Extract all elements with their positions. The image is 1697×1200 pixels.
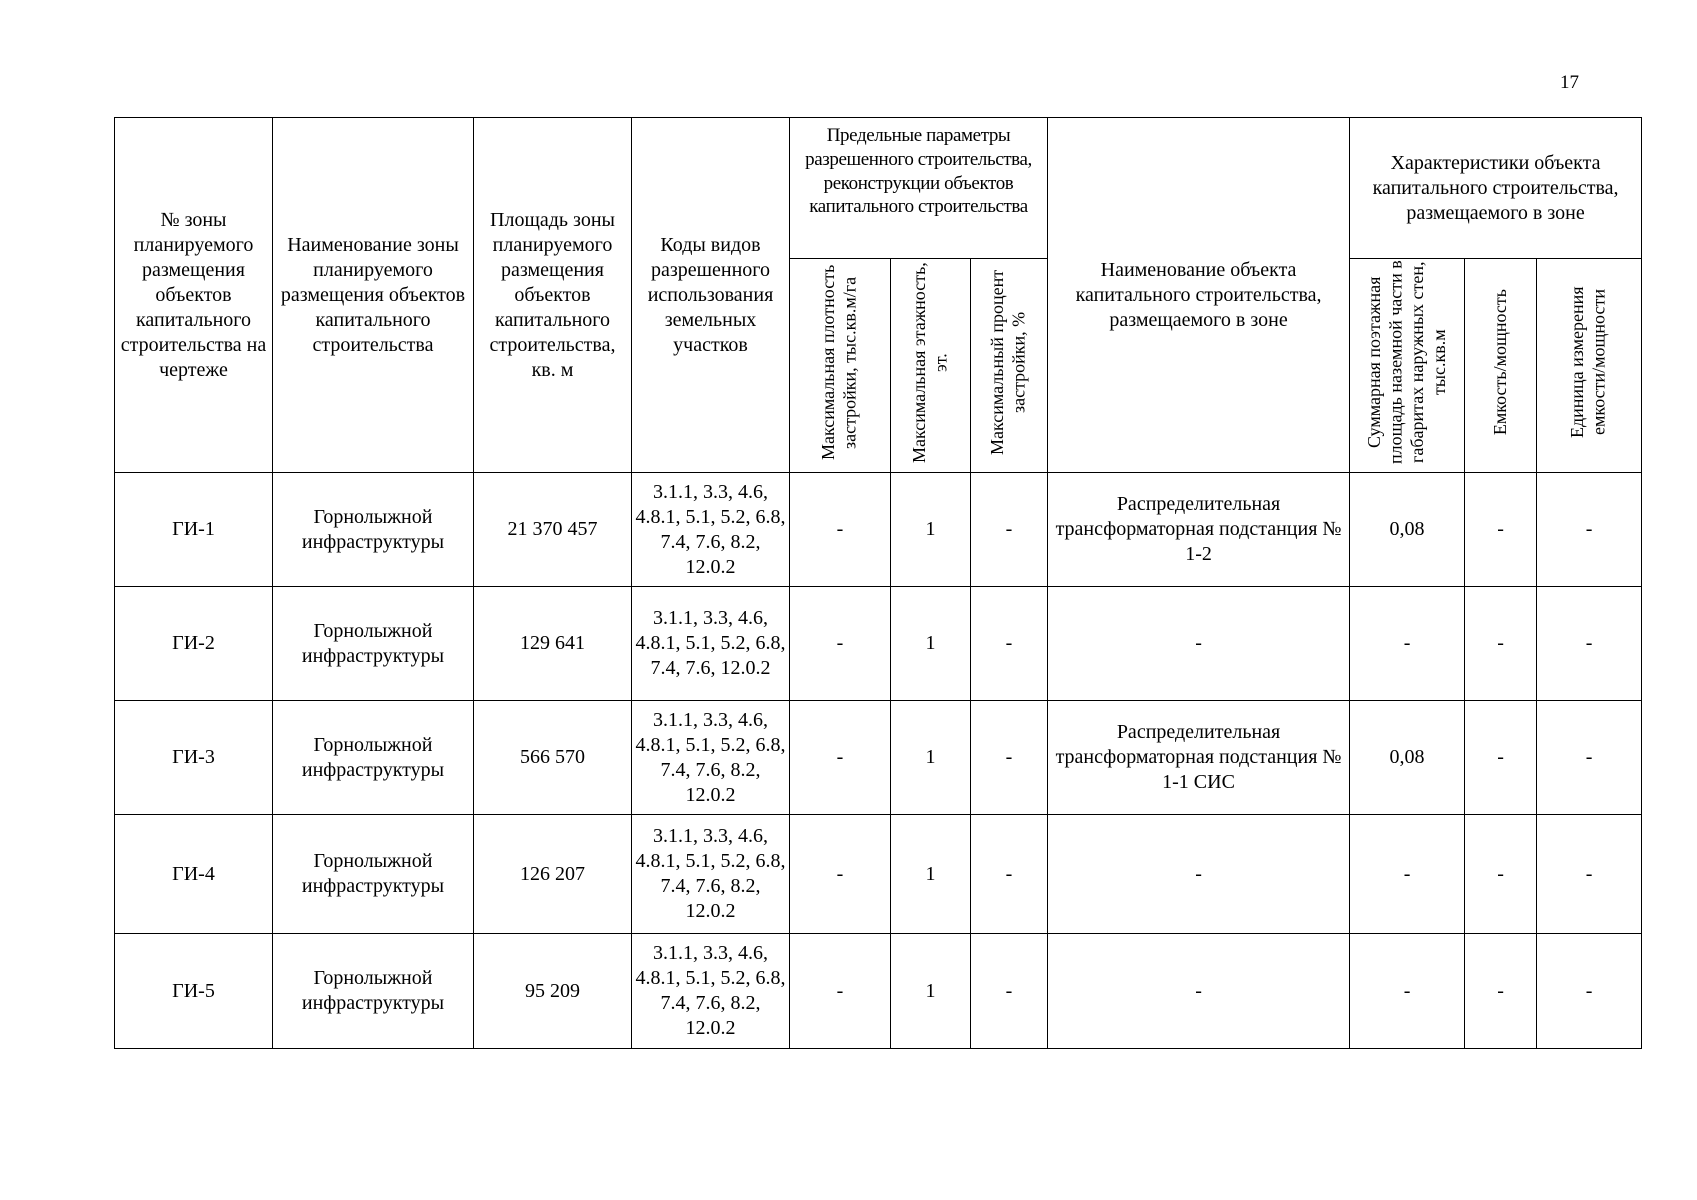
cell-area: 129 641: [474, 587, 632, 701]
cell-object-name: Распределительная трансформаторная подстанция № 1-1 СИС: [1048, 701, 1350, 815]
cell-max-floors: 1: [891, 587, 971, 701]
cell-codes: 3.1.1, 3.3, 4.6, 4.8.1, 5.1, 5.2, 6.8, 7.4, 7.6, 8.2, 12.0.2: [632, 701, 790, 815]
cell-zone-number: ГИ-3: [115, 701, 273, 815]
header-limits-group: Предельные параметры разрешенного строительства, реконструкции объектов капитального строительства: [790, 118, 1048, 259]
cell-total-area: 0,08: [1350, 473, 1465, 587]
cell-object-name: -: [1048, 587, 1350, 701]
header-zone-name: Наименование зоны планируемого размещения объектов капитального строительства: [273, 118, 474, 473]
cell-max-density: -: [790, 934, 891, 1049]
cell-max-density: -: [790, 701, 891, 815]
cell-max-density: -: [790, 815, 891, 934]
table-row: [115, 934, 1642, 1049]
cell-area: 126 207: [474, 815, 632, 934]
header-total-area-label: Суммарная поэтажная площадь наземной части в габаритах наружных стен, тыс.кв.м: [1363, 260, 1449, 464]
cell-capacity-unit: -: [1537, 587, 1642, 701]
header-capacity-unit: [1537, 259, 1642, 473]
cell-zone-name: Горнолыжной инфраструктуры: [273, 934, 474, 1049]
cell-zone-number: ГИ-5: [115, 934, 273, 1049]
header-capacity-label: Емкость/мощность: [1489, 288, 1510, 436]
cell-max-percent: -: [971, 934, 1048, 1049]
header-zone-number: № зоны планируемого размещения объектов капитального строительства на чертеже: [115, 118, 273, 473]
header-max-density: [790, 259, 891, 473]
cell-capacity: -: [1465, 934, 1537, 1049]
cell-max-percent: -: [971, 815, 1048, 934]
table-body: [115, 473, 1642, 1049]
cell-area: 566 570: [474, 701, 632, 815]
cell-max-density: -: [790, 587, 891, 701]
cell-capacity: -: [1465, 701, 1537, 815]
page-number: 17: [1560, 72, 1579, 93]
table-row: [115, 815, 1642, 934]
header-object-name: Наименование объекта капитального строительства, размещаемого в зоне: [1048, 118, 1350, 473]
header-row-top: [115, 118, 1642, 259]
table-row: [115, 587, 1642, 701]
header-capacity-unit-label: Единица измерения емкости/мощности: [1567, 286, 1610, 438]
cell-capacity-unit: -: [1537, 934, 1642, 1049]
cell-zone-number: ГИ-2: [115, 587, 273, 701]
cell-total-area: 0,08: [1350, 701, 1465, 815]
cell-object-name: -: [1048, 934, 1350, 1049]
header-max-floors: [891, 259, 971, 473]
table-row: [115, 473, 1642, 587]
header-total-area: [1350, 259, 1465, 473]
table-header: [115, 118, 1642, 473]
header-capacity: [1465, 259, 1537, 473]
header-max-density-label: Максимальная плотность застройки, тыс.кв.м/га: [818, 264, 860, 460]
cell-max-percent: -: [971, 587, 1048, 701]
header-max-floors-label: Максимальная этажность, эт.: [908, 261, 951, 463]
header-area: Площадь зоны планируемого размещения объектов капитального строительства, кв. м: [474, 118, 632, 473]
cell-total-area: -: [1350, 934, 1465, 1049]
cell-zone-name: Горнолыжной инфраструктуры: [273, 815, 474, 934]
cell-max-floors: 1: [891, 934, 971, 1049]
cell-codes: 3.1.1, 3.3, 4.6, 4.8.1, 5.1, 5.2, 6.8, 7.4, 7.6, 12.0.2: [632, 587, 790, 701]
table-row: [115, 701, 1642, 815]
cell-capacity: -: [1465, 815, 1537, 934]
cell-area: 21 370 457: [474, 473, 632, 587]
cell-max-density: -: [790, 473, 891, 587]
zones-table: [114, 117, 1642, 1049]
cell-zone-name: Горнолыжной инфраструктуры: [273, 587, 474, 701]
cell-codes: 3.1.1, 3.3, 4.6, 4.8.1, 5.1, 5.2, 6.8, 7.4, 7.6, 8.2, 12.0.2: [632, 473, 790, 587]
header-max-percent-label: Максимальный процент застройки, %: [987, 269, 1030, 455]
cell-codes: 3.1.1, 3.3, 4.6, 4.8.1, 5.1, 5.2, 6.8, 7.4, 7.6, 8.2, 12.0.2: [632, 815, 790, 934]
cell-zone-number: ГИ-4: [115, 815, 273, 934]
cell-capacity-unit: -: [1537, 701, 1642, 815]
cell-codes: 3.1.1, 3.3, 4.6, 4.8.1, 5.1, 5.2, 6.8, 7.4, 7.6, 8.2, 12.0.2: [632, 934, 790, 1049]
header-characteristics-group: Характеристики объекта капитального строительства, размещаемого в зоне: [1350, 118, 1642, 259]
cell-max-percent: -: [971, 473, 1048, 587]
cell-capacity: -: [1465, 587, 1537, 701]
cell-capacity-unit: -: [1537, 815, 1642, 934]
cell-max-floors: 1: [891, 815, 971, 934]
cell-total-area: -: [1350, 815, 1465, 934]
cell-max-floors: 1: [891, 701, 971, 815]
cell-capacity-unit: -: [1537, 473, 1642, 587]
cell-capacity: -: [1465, 473, 1537, 587]
header-max-percent: [971, 259, 1048, 473]
cell-object-name: Распределительная трансформаторная подстанция № 1-2: [1048, 473, 1350, 587]
cell-object-name: -: [1048, 815, 1350, 934]
cell-total-area: -: [1350, 587, 1465, 701]
cell-max-percent: -: [971, 701, 1048, 815]
cell-zone-number: ГИ-1: [115, 473, 273, 587]
cell-zone-name: Горнолыжной инфраструктуры: [273, 473, 474, 587]
cell-area: 95 209: [474, 934, 632, 1049]
cell-zone-name: Горнолыжной инфраструктуры: [273, 701, 474, 815]
cell-max-floors: 1: [891, 473, 971, 587]
header-codes: Коды видов разрешенного использования земельных участков: [632, 118, 790, 473]
